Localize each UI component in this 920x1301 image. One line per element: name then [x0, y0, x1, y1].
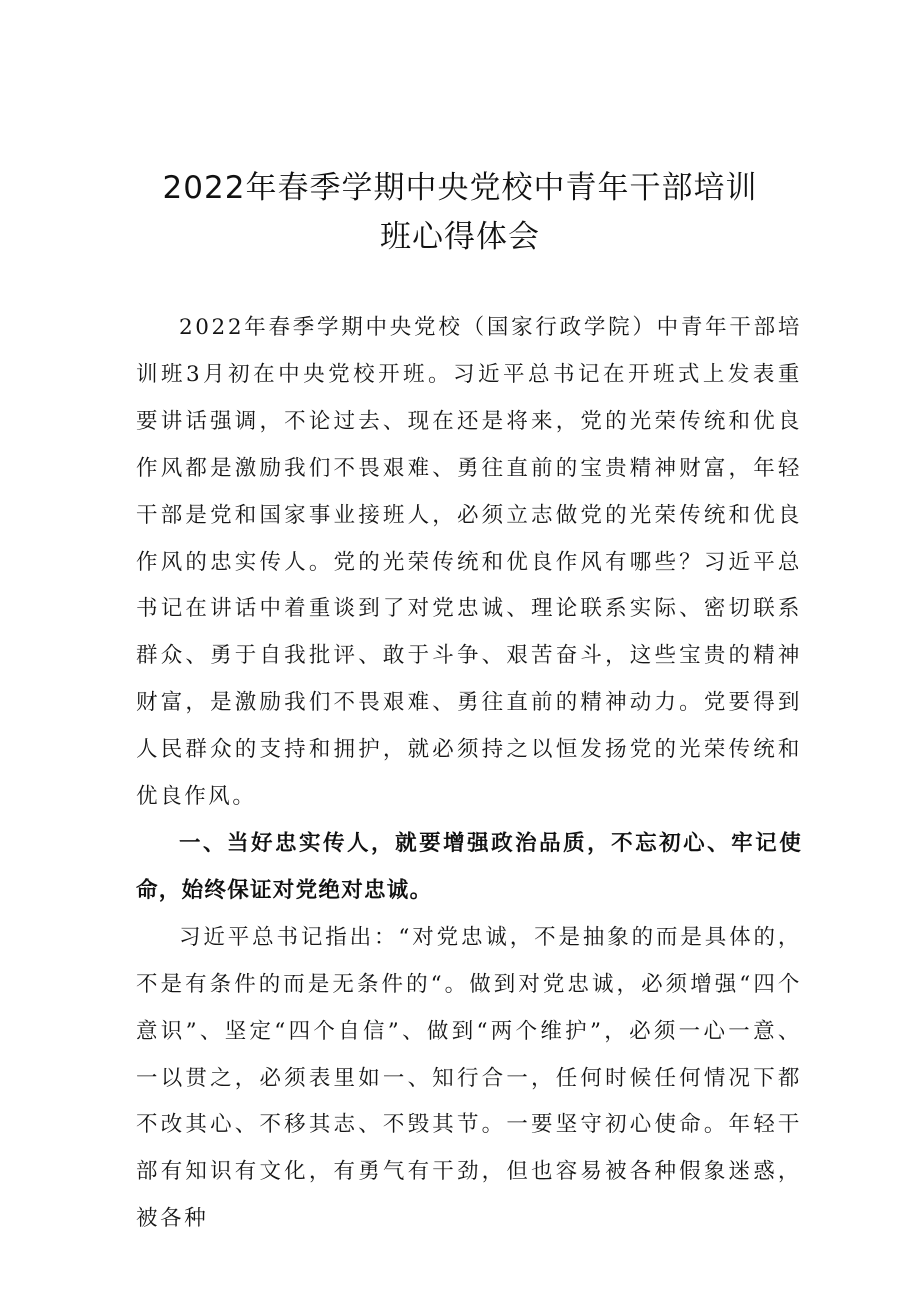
section-heading-1: 一、当好忠实传人，就要增强政治品质，不忘初心、牢记使命，始终保证对党绝对忠诚。 [136, 830, 802, 903]
document-title-line-1: 2022年春季学期中央党校中青年干部培训 [162, 170, 758, 206]
body-paragraph-section-1: 习近平总书记指出：“对党忠诚，不是抽象的而是具体的，不是有条件的而是无条件的“。做到对党忠诚，必须增强“四个意识”、坚定“四个自信”、做到“两个维护”，必须一心一意、一以贯之，必须表里如一、知行合一，任何时候任何情况下都不改其心、不移其志、不毁其节。一要坚守初心使命。年轻干部有知识有文化，有勇气有干劲，但也容易被各种假象迷惑，被各种 [136, 924, 802, 1232]
document-body [136, 305, 802, 1243]
body-paragraph-intro: 2022年春季学期中央党校（国家行政学院）中青年干部培训班3月初在中央党校开班。习近平总书记在开班式上发表重要讲话强调，不论过去、现在还是将来，党的光荣传统和优良作风都是激励我们不畏艰难、勇往直前的宝贵精神财富，年轻干部是党和国家事业接班人，必须立志做党的光荣传统和优良作风的忠实传人。党的光荣传统和优良作风有哪些？习近平总书记在讲话中着重谈到了对党忠诚、理论联系实际、密切联系群众、勇于自我批评、敢于斗争、艰苦奋斗，这些宝贵的精神财富，是激励我们不畏艰难、勇往直前的精神动力。党要得到人民群众的支持和拥护，就必须持之以恒发扬党的光荣传统和优良作风。 [136, 315, 802, 810]
document-title-line-2: 班心得体会 [380, 219, 540, 255]
